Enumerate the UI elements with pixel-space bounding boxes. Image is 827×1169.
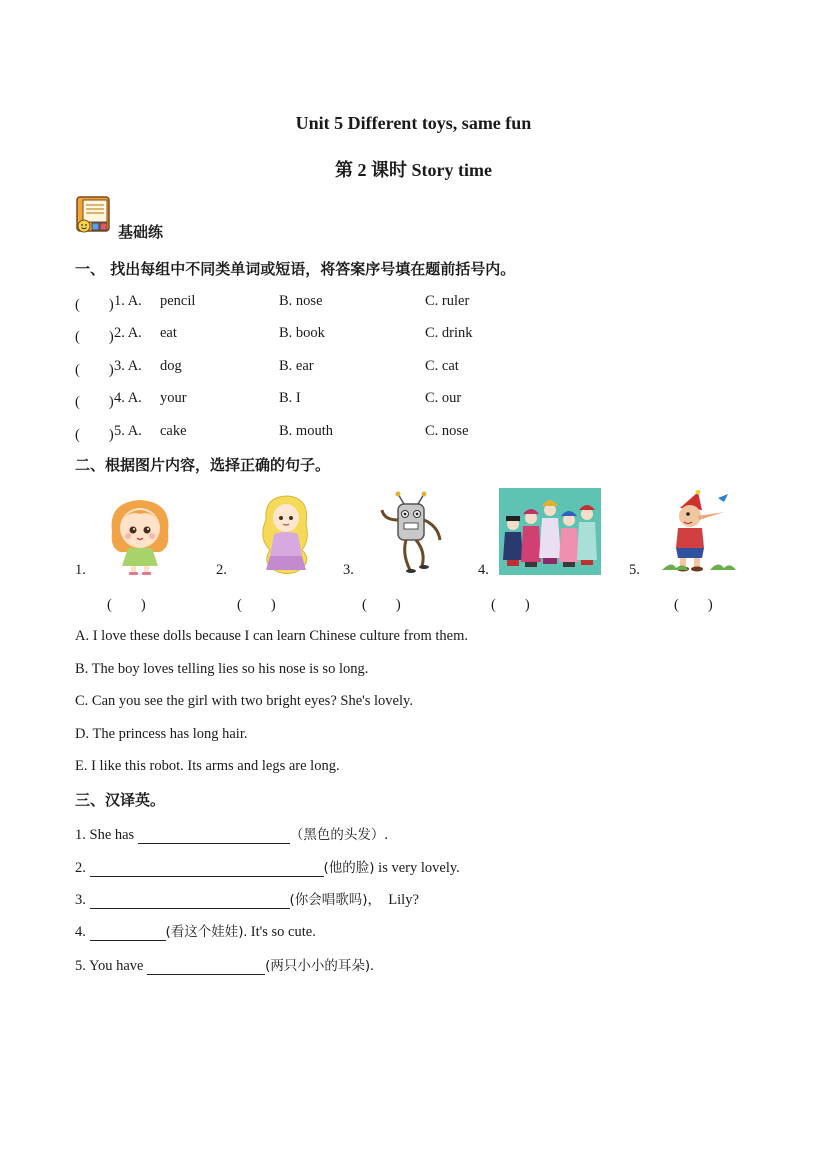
item-number: 2. A. [114,325,142,341]
section-3-heading: 三、汉译英。 [75,791,166,809]
translation-item-2 [75,856,460,877]
princess-long-hair-icon [244,490,326,576]
answer-paren[interactable]: ( ) [75,362,114,378]
picture-number: 4. [478,562,489,578]
chinese-hint: (两只小小的耳朵) [265,958,371,974]
item-suffix: . [384,827,388,843]
chinese-opera-dolls-icon [499,488,601,575]
item-suffix: is very lovely. [374,860,460,876]
picture-number: 5. [629,562,640,578]
option-a: eat [160,325,177,341]
picture-number: 3. [343,562,354,578]
answer-paren[interactable]: ( ) [107,597,146,613]
option-e-sentence: E. I like this robot. Its arms and legs are long. [75,758,340,774]
option-c: C. cat [425,358,459,374]
item-suffix: . It's so cute. [243,924,316,940]
option-c: C. drink [425,325,473,341]
item-prefix: 3. [75,892,86,908]
answer-blank[interactable] [90,925,166,941]
long-nose-boy-icon [658,490,738,574]
robot-icon [374,490,448,574]
chinese-hint: (看这个娃娃) [165,924,244,940]
option-b: B. ear [279,358,314,374]
item-prefix: 4. [75,924,86,940]
item-number: 4. A. [114,390,142,406]
section-2-heading: 二、根据图片内容，选择正确的句子。 [75,456,331,474]
translation-item-1 [75,823,388,844]
answer-paren[interactable]: ( ) [75,394,114,410]
answer-paren[interactable]: ( ) [237,597,276,613]
option-b: B. I [279,390,301,406]
chinese-hint: (他的脸) [323,860,375,876]
option-a: pencil [160,293,196,309]
option-a: your [160,390,187,406]
chinese-hint: (你会唱歌吗)， [289,892,382,908]
chinese-hint: （黑色的头发） [289,827,385,843]
translation-item-4 [75,920,316,941]
option-a: cake [160,423,187,439]
option-b: B. mouth [279,423,333,439]
answer-paren[interactable]: ( ) [75,297,114,313]
item-suffix: Lily? [381,892,419,908]
section-1-heading: 一、 找出每组中不同类单词或短语，将答案序号填在题前括号内。 [75,260,516,278]
option-a-sentence: A. I love these dolls because I can learn Chinese culture from them. [75,628,468,644]
answer-blank[interactable] [90,893,290,909]
item-suffix: . [370,958,374,974]
answer-paren[interactable]: ( ) [362,597,401,613]
option-c-sentence: C. Can you see the girl with two bright eyes? She's lovely. [75,693,413,709]
page-title: Unit 5 Different toys, same fun [295,113,532,133]
answer-blank[interactable] [90,861,324,877]
option-b: B. nose [279,293,323,309]
option-d-sentence: D. The princess has long hair. [75,726,248,742]
item-prefix: 5. You have [75,958,144,974]
answer-paren[interactable]: ( ) [674,597,713,613]
option-b-sentence: B. The boy loves telling lies so his nose is so long. [75,661,369,677]
option-c: C. ruler [425,293,470,309]
item-number: 5. A. [114,423,142,439]
answer-paren[interactable]: ( ) [491,597,530,613]
page-subtitle: 第 2 课时 Story time [335,160,492,180]
picture-number: 1. [75,562,86,578]
translation-item-3 [75,888,419,909]
item-number: 3. A. [114,358,142,374]
item-number: 1. A. [114,293,142,309]
option-c: C. our [425,390,462,406]
girl-doll-icon [100,492,180,576]
notebook-icon [75,195,113,235]
answer-paren[interactable]: ( ) [75,329,114,345]
option-c: C. nose [425,423,469,439]
option-a: dog [160,358,182,374]
answer-blank[interactable] [138,828,290,844]
section-badge-label: 基础练 [118,223,164,241]
answer-blank[interactable] [147,959,265,975]
answer-paren[interactable]: ( ) [75,427,114,443]
option-b: B. book [279,325,325,341]
item-prefix: 2. [75,860,86,876]
item-prefix: 1. She has [75,827,135,843]
translation-item-5 [75,954,374,975]
picture-number: 2. [216,562,227,578]
